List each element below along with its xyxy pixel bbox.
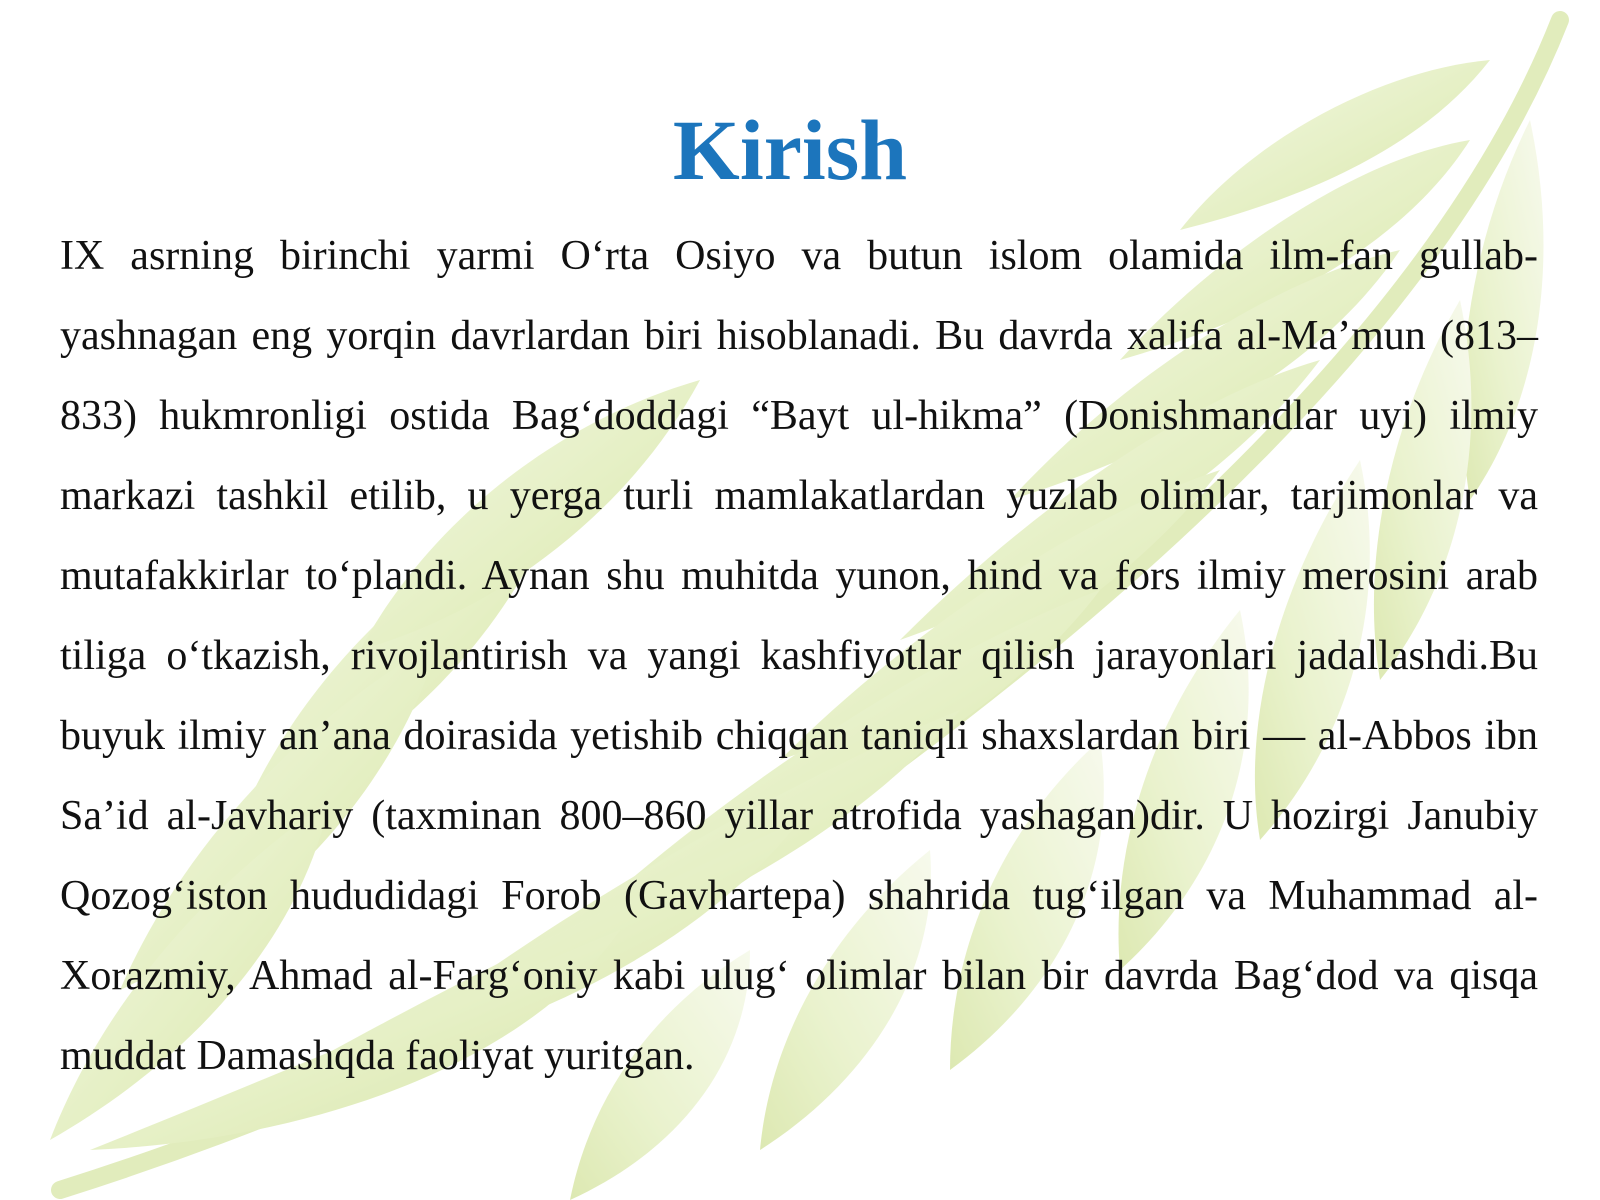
slide-title: Kirish [672, 102, 908, 198]
body-paragraph: IX asrning birinchi yarmi O‘rta Osiyo va butun islom olamida ilm-fan gullab-yashnagan eng yorqin davrlardan biri hisoblanadi. Bu davrda xalifa al-Ma’mun (813–833) hukmronligi ostida Bag‘doddagi “Bayt ul-hikma” (Donishmandlar uyi) ilmiy markazi tashkil etilib, u yerga turli mamlakatlardan yuzlab olimlar, tarjimonlar va mutafakkirlar to‘plandi. Aynan shu muhitda yunon, hind va fors ilmiy merosini arab tiliga o‘tkazish, rivojlantirish va yangi kashfiyotlar qilish jarayonlari jadallashdi.Bu buyuk ilmiy an’ana doirasida yetishib chiqqan taniqli shaxslardan biri — al-Abbos ibn Sa’id al-Javhariy (taxminan 800–860 yillar atrofida yashagan)dir. U hozirgi Janubiy Qozog‘iston hududidagi Forob (Gavhartepa) shahrida tug‘ilgan va Muhammad al-Xorazmiy, Ahmad al-Farg‘oniy kabi ulug‘ olimlar bilan bir davrda Bag‘dod va qisqa muddat Damashqda faoliyat yuritgan. [60, 233, 1538, 1079]
